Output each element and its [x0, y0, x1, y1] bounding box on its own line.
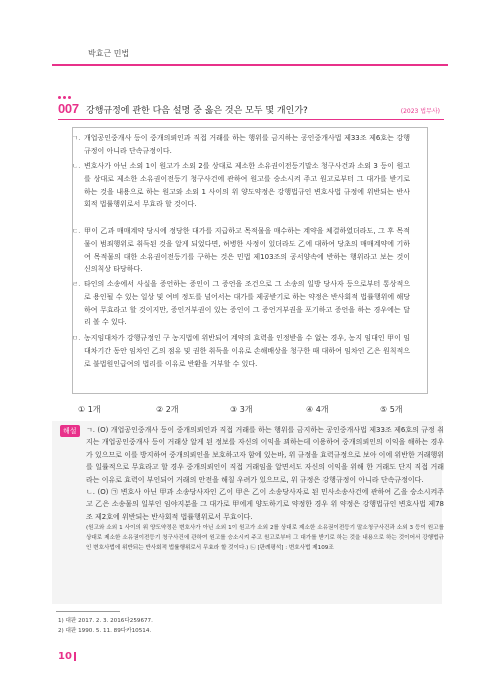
- statement-marker: ㅁ.: [72, 334, 81, 342]
- footnote-divider: [56, 611, 120, 612]
- footnote-1: 1) 대판 2017. 2. 3. 2016다259677.: [58, 618, 153, 624]
- question-text: 강행규정에 관한 다음 설명 중 옳은 것은 모두 몇 개인가?: [86, 106, 308, 116]
- statement-text: 변호사가 아닌 소외 1이 원고가 소외 2를 상대로 제소한 소유권이전등기말소 청구사건과 소외 3 등이 원고를 상대로 제소한 소유권이전등기 청구사건에 관하여 원고를 승소시켜 주고 원고로부터 그 대가를 받기로 하는 것을 내용으로 하는 원고와 소외 1 사이의 위 양도약정은 강행법규인 변호사법 규정에 위반되는 반사회적 법률행위로서 무효라 할 것이다.: [84, 162, 410, 209]
- answer-label: 해설: [60, 425, 80, 437]
- book-title: 박효근 민법: [88, 49, 130, 58]
- statement-text: 개업공인중개사 등이 중개의뢰인과 직접 거래를 하는 행위를 금지하는 공인중개사법 제33조 제6호는 강행규정이 아니라 단속규정이다.: [84, 134, 410, 155]
- answer-explanation: [86, 424, 444, 553]
- statement-4: [72, 278, 410, 329]
- page-number-bar: [74, 652, 76, 661]
- statement-marker: ㄷ.: [72, 227, 81, 235]
- statement-5: [72, 332, 410, 370]
- answer-paragraph-2: ㄴ. (O) ㉠ 변호사 아닌 甲과 소송당사자인 乙이 甲은 乙이 소송당사자로 된 민사소송사건에 관하여 乙을 승소시켜주고 乙은 소송물의 일부인 임야지분을 그 대가로 甲에게 양도하기로 약정한 경우 위 약정은 강행법규인 변호사법 제78조 제2호에 위반되는 반사회적 법률행위로서 무효이다.: [86, 488, 444, 521]
- statement-marker: ㄱ.: [72, 134, 81, 142]
- statement-text: 농지임대차가 강행규정인 구 농지법에 위반되어 계약의 효력을 인정받을 수 없는 경우, 농지 임대인 甲이 임대차기간 동안 임차인 乙의 점유 및 권한 취득을 이유로 손해배상을 청구한 때 대하여 임차인 乙은 원칙적으로 불법원인급여의 법리를 이유로 반환을 거부할 수 있다.: [84, 334, 410, 368]
- answer-sub-paragraph: (원고와 소외 1 사이의 위 양도약정은 변호사가 아닌 소외 1이 원고가 소외 2를 상대로 제소한 소유권이전등기 말소청구사건과 소외 3 등이 원고를 상대로 제소한 소유권이전등기 청구사건에 관하여 원고를 승소시켜 주고 원고로부터 그 대가를 받기로 하는 것을 내용으로 하는 것이어서 강행법규인 변호사법에 위반되는 반사회적 법률행위로서 무효라 할 것이다.) ㉡ [판례평석] : 변호사법 제109조: [86, 525, 444, 552]
- statement-3: [72, 225, 410, 276]
- question-number: 007: [58, 101, 79, 116]
- question-source: (2023 법무사): [400, 108, 440, 115]
- answer-paragraph-1: ㄱ. (O) 개업공인중개사 등이 중개의뢰인과 직접 거래를 하는 행위를 금지하는 공인중개사법 제33조 제6호의 규정 취지는 개업공인중개사 등이 거래상 알게 된 정보를 자신의 이익을 꾀하는데 이용하여 중개의뢰인의 이익을 해하는 경우가 있으므로 이를 방지하여 중개의뢰인을 보호하고자 함에 있는바, 위 규정을 효력규정으로 보아 이에 위반한 거래행위를 일률적으로 무효라고 할 경우 중개의뢰인이 직접 거래임을 알면서도 자신의 이익을 위해 한 거래도 단지 직접 거래라는 이유로 효력이 부인되어 거래의 안전을 해칠 우려가 있으므로, 위 규정은 강행규정이 아니라 단속규정이다.: [86, 426, 444, 484]
- choice-4[interactable]: ④ 4개: [306, 405, 329, 414]
- statement-text: 타인의 소송에서 사실을 증언하는 증인이 그 증언을 조건으로 그 소송의 일방 당사자 등으로부터 통상적으로 용인될 수 있는 일상 및 여비 정도를 넘어서는 대가를 제공받기로 하는 약정은 반사회적 법률행위에 해당하여 무효라고 할 것이지만, 증인거부권이 있는 증인이 그 증언거부권을 포기하고 증언을 하는 경우에는 달리 볼 수 있다.: [84, 280, 410, 327]
- question-divider: [58, 119, 444, 120]
- question-dots-icon: [58, 96, 71, 99]
- statement-text: 甲이 乙과 매매계약 당시에 정당한 대가를 지급하고 목적물을 매수하는 계약을 체결하였더라도, 그 후 목적물이 범죄행위로 취득된 것을 알게 되었다면, 허병한 사정이 있더라도 乙에 대하여 당초의 매매계약에 기하여 목적물의 대한 소유권이전등기를 구하는 것은 민법 제103조의 공서양속에 반하는 행위라고 보는 것이 신의칙상 타당하다.: [84, 227, 410, 274]
- choice-1[interactable]: ① 1개: [78, 405, 101, 414]
- choice-3[interactable]: ③ 3개: [230, 405, 253, 414]
- page-number: 10: [58, 651, 72, 662]
- statement-2: [72, 160, 410, 211]
- choice-2[interactable]: ② 2개: [156, 405, 179, 414]
- choice-5[interactable]: ⑤ 5개: [380, 405, 403, 414]
- statement-marker: ㄴ.: [72, 162, 81, 170]
- header-divider: [52, 64, 448, 66]
- statement-1: [72, 132, 410, 158]
- footnote-2: 2) 대판 1990. 5. 11. 89다카10514.: [58, 628, 152, 634]
- statement-marker: ㄹ.: [72, 280, 81, 288]
